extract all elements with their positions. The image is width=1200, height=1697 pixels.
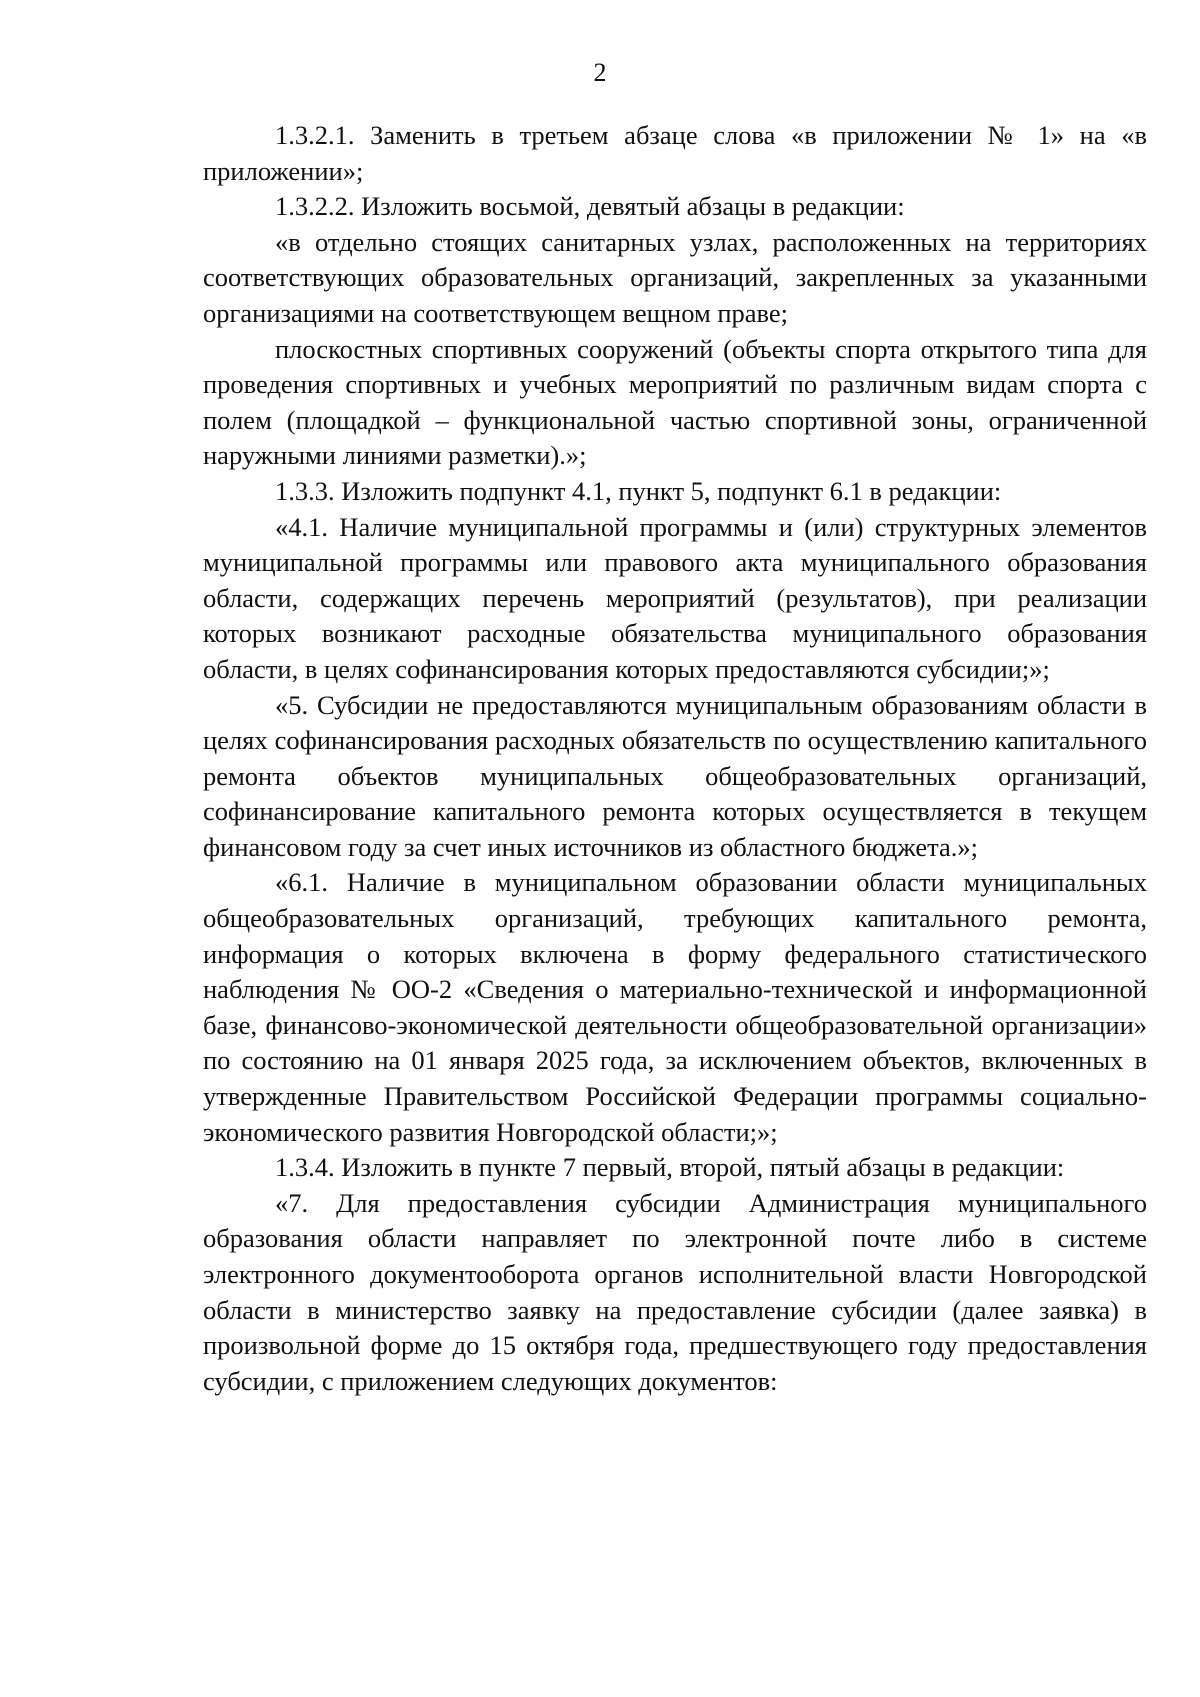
paragraph-1-3-2-1: 1.3.2.1. Заменить в третьем абзаце слова «в приложении № 1» на «в приложении»;: [203, 120, 1147, 186]
document-body: [203, 118, 1147, 1399]
paragraph-1-3-3: 1.3.3. Изложить подпункт 4.1, пункт 5, подпункт 6.1 в редакции:: [275, 475, 1002, 506]
paragraph-5: «5. Субсидии не предоставляются муниципальным образованиям области в целях софинансирования расходных обязательств по осуществлению капитального ремонта объектов муниципальных общеобразовательных организаций, софинансирование капитального ремонта которых осуществляется в текущем финансовом году за счет иных источников из областного бюджета.»;: [203, 689, 1147, 862]
paragraph-1-3-2-2: 1.3.2.2. Изложить восьмой, девятый абзацы в редакции:: [275, 191, 905, 222]
paragraph-6-1: «6.1. Наличие в муниципальном образовании области муниципальных общеобразовательных организаций, требующих капитального ремонта, информация о которых включена в форму федерального статистического наблюдения № ОО-2 «Сведения о материально-технической и информационной базе, финансово-экономической деятельности общеобразовательной организации» по состоянию на 01 января 2025 года, за исключением объектов, включенных в утвержденные Правительством Российской Федерации программы социально-экономического развития Новгородской области;»;: [203, 867, 1147, 1147]
paragraph-4-1: «4.1. Наличие муниципальной программы и (или) структурных элементов муниципальной программы или правового акта муниципального образования области, содержащих перечень мероприятий (результатов), при реализации которых возникают расходные обязательства муниципального образования области, в целях софинансирования которых предоставляются субсидии;»;: [203, 511, 1147, 684]
paragraph-7: «7. Для предоставления субсидии Администрация муниципального образования области направляет по электронной почте либо в системе электронного документооборота органов исполнительной власти Новгородской области в министерство заявку на предоставление субсидии (далее заявка) в произвольной форме до 15 октября года, предшествующего году предоставления субсидии, с приложением следующих документов:: [203, 1187, 1147, 1396]
paragraph-sports-facilities: плоскостных спортивных сооружений (объекты спорта открытого типа для проведения спортивных и учебных мероприятий по различным видам спорта с полем (площадкой – функциональной частью спортивной зоны, ограниченной наружными линиями разметки).»;: [203, 333, 1147, 471]
paragraph-sanitary-units: «в отдельно стоящих санитарных узлах, расположенных на территориях соответствующих образовательных организаций, закрепленных за указанными организациями на соответствующем вещном праве;: [203, 226, 1147, 328]
paragraph-1-3-4: 1.3.4. Изложить в пункте 7 первый, второй, пятый абзацы в редакции:: [275, 1152, 1065, 1183]
page-number: 2: [593, 58, 607, 87]
